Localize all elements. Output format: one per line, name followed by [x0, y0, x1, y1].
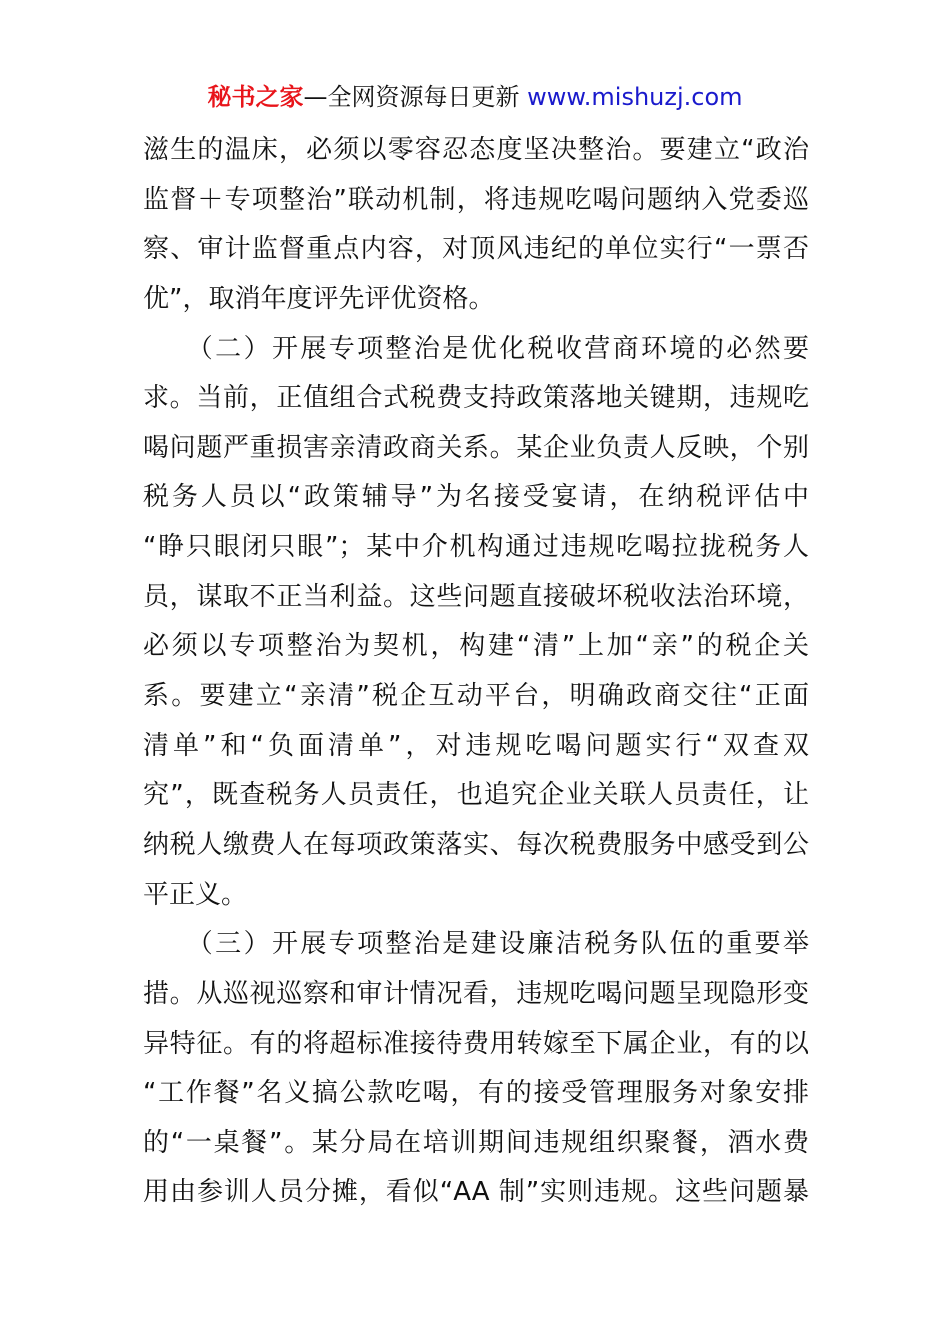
text-line: 用由参训人员分摊，看似“AA 制”实则违规。这些问题暴 — [143, 1177, 809, 1208]
text-line: 的“一桌餐”。某分局在培训期间违规组织聚餐，酒水费 — [143, 1127, 809, 1158]
text-line: 措。从巡视巡察和审计情况看，违规吃喝问题呈现隐形变 — [143, 978, 809, 1009]
site-brand: 秘书之家 — [207, 83, 304, 111]
text-line: 员，谋取不正当利益。这些问题直接破坏税收法治环境， — [143, 581, 809, 612]
text-line: 清单”和“负面清单”，对违规吃喝问题实行“双查双 — [143, 730, 809, 761]
page-header — [0, 82, 950, 112]
text-line: 求。当前，正值组合式税费支持政策落地关键期，违规吃 — [143, 383, 809, 414]
document-body — [143, 126, 809, 1218]
text-line: 平正义。 — [143, 879, 248, 910]
site-tagline: —全网资源每日更新 — [303, 83, 520, 111]
text-line: 究”，既查税务人员责任，也追究企业关联人员责任，让 — [143, 780, 809, 811]
text-line: 必须以专项整治为契机，构建“清”上加“亲”的税企关 — [143, 631, 809, 662]
text-line: 系。要建立“亲清”税企互动平台，明确政商交往“正面 — [143, 681, 809, 712]
text-line: 滋生的温床，必须以零容忍态度坚决整治。要建立“政治 — [143, 135, 809, 165]
text-line: “工作餐”名义搞公款吃喝，有的接受管理服务对象安排 — [143, 1078, 809, 1109]
text-line: 监督＋专项整治”联动机制，将违规吃喝问题纳入党委巡 — [143, 184, 809, 215]
text-line: 税务人员以“政策辅导”为名接受宴请，在纳税评估中 — [143, 482, 809, 513]
text-line: “睁只眼闭只眼”；某中介机构通过违规吃喝拉拢税务人 — [143, 532, 809, 563]
text-line: 异特征。有的将超标准接待费用转嫁至下属企业，有的以 — [143, 1028, 809, 1059]
site-url[interactable]: www.mishuzj.com — [527, 83, 743, 111]
text-line: （三）开展专项整治是建设廉洁税务队伍的重要举 — [143, 929, 809, 960]
text-line: 喝问题严重损害亲清政商关系。某企业负责人反映，个别 — [143, 432, 809, 463]
text-line: 察、审计监督重点内容，对顶风违纪的单位实行“一票否 — [143, 234, 809, 265]
text-line: （二）开展专项整治是优化税收营商环境的必然要 — [143, 333, 809, 364]
text-line: 优”，取消年度评先评优资格。 — [143, 283, 495, 314]
text-line: 纳税人缴费人在每项政策落实、每次税费服务中感受到公 — [143, 829, 809, 860]
